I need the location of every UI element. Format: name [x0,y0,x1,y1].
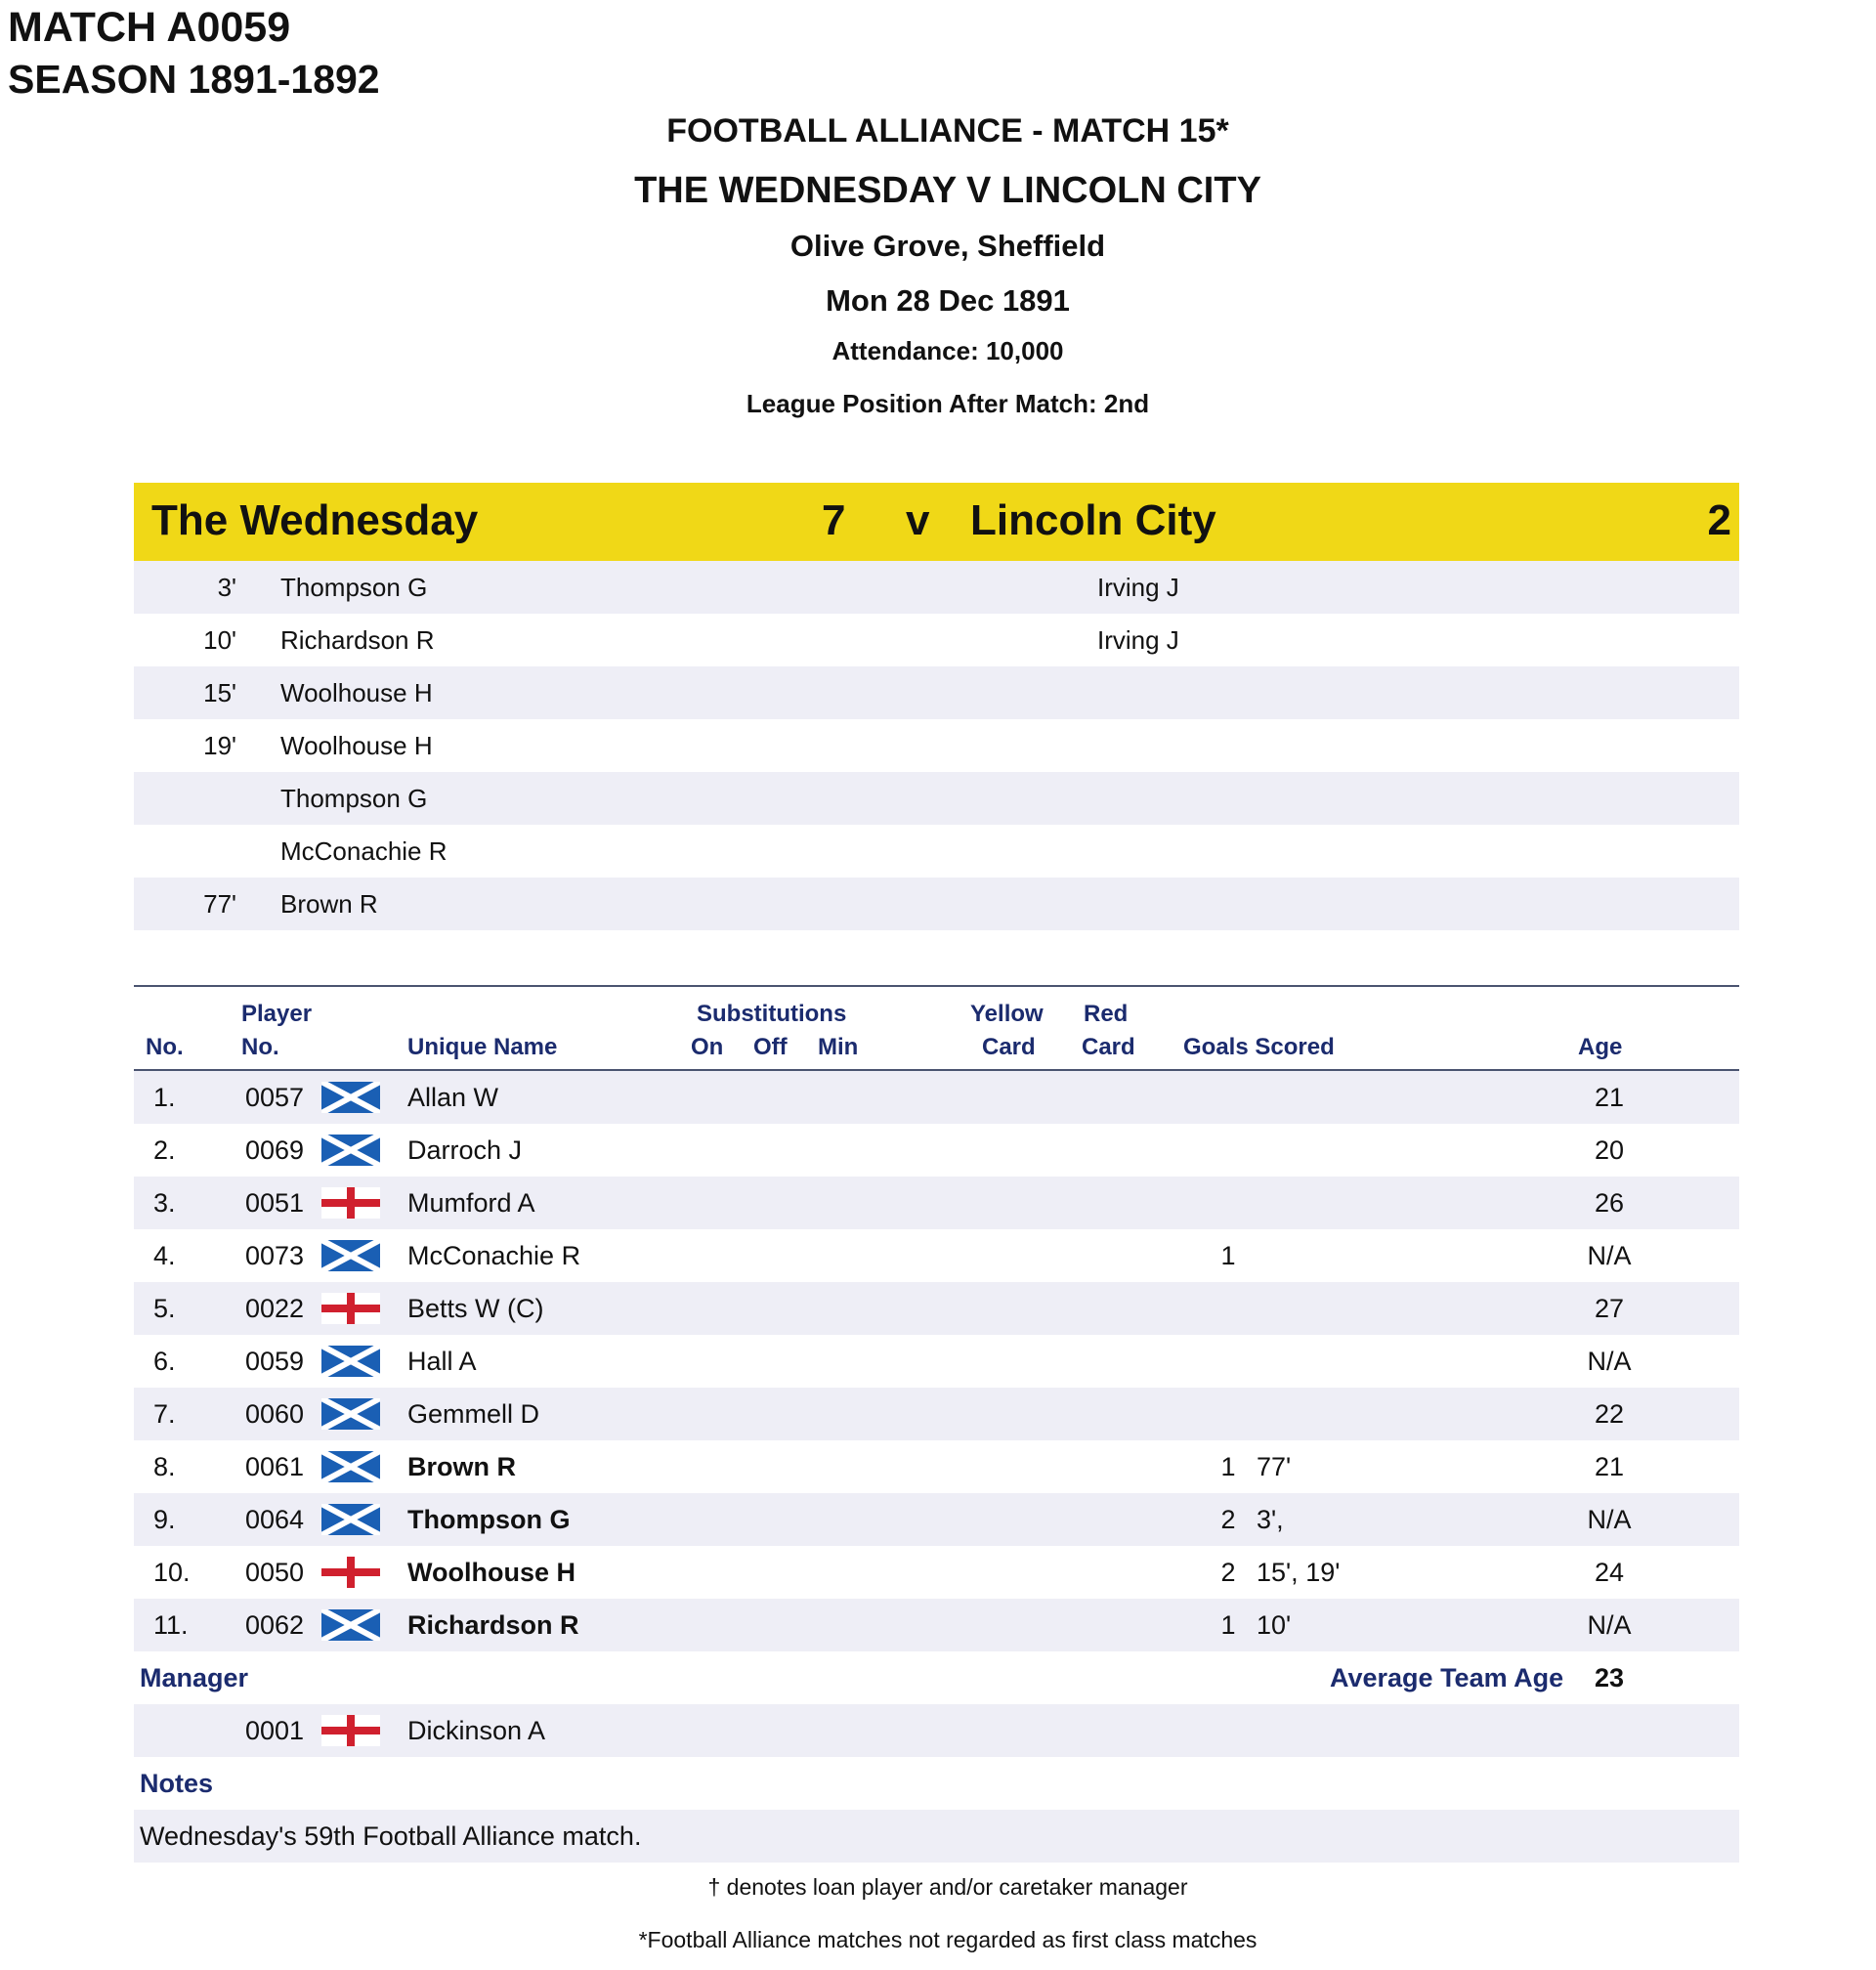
scotland-flag-icon [321,1135,380,1166]
manager-number: 0001 [245,1716,305,1745]
player-shirt-no: 8. [153,1452,176,1481]
player-number: 0062 [245,1610,305,1640]
header-yellow-card: Card [982,1034,1036,1060]
player-number: 0064 [245,1505,305,1534]
player-row [134,1388,1739,1440]
header-player-no: No. [241,1034,279,1060]
player-age: N/A [1587,1505,1632,1534]
player-goals: 1 [1220,1452,1236,1481]
away-scorer: Irving J [1097,625,1179,655]
home-team-name: The Wednesday [151,496,479,544]
player-age: 21 [1594,1083,1625,1112]
player-row [134,1229,1739,1282]
attendance: Attendance: 10,000 [831,336,1064,365]
player-shirt-no: 7. [153,1399,176,1429]
player-goals: 2 [1220,1558,1236,1587]
player-name: Hall A [407,1347,477,1376]
england-flag-icon [321,1557,380,1588]
player-name: Darroch J [407,1135,523,1165]
notes-header-row [134,1757,1739,1810]
footnote-loan: † denotes loan player and/or caretaker manager [707,1874,1188,1900]
england-flag-icon [321,1187,380,1219]
average-age-label: Average Team Age [1330,1663,1564,1692]
header-unique-name: Unique Name [407,1034,558,1060]
away-scorer: Irving J [1097,573,1179,602]
player-shirt-no: 5. [153,1294,176,1323]
player-goal-minutes: 15', 19' [1257,1558,1341,1587]
player-goal-minutes: 10' [1257,1610,1292,1640]
player-age: 24 [1594,1558,1625,1587]
player-age: 26 [1594,1188,1625,1218]
lineup-header [134,985,1739,1071]
player-age: 22 [1594,1399,1625,1429]
header-sub-on: On [691,1034,724,1060]
away-score: 2 [1707,496,1731,544]
goal-row [134,666,1739,719]
notes-text: Wednesday's 59th Football Alliance match. [140,1821,642,1851]
player-row [134,1071,1739,1124]
player-age: 27 [1594,1294,1625,1323]
league-position: League Position After Match: 2nd [746,389,1150,418]
player-age: 21 [1594,1452,1625,1481]
goal-minute: 10' [203,625,236,655]
competition-title: FOOTBALL ALLIANCE - MATCH 15* [666,112,1229,150]
player-number: 0073 [245,1241,305,1270]
player-name: Brown R [407,1452,516,1481]
header-yellow: Yellow [970,1001,1044,1027]
player-number: 0060 [245,1399,305,1429]
player-shirt-no: 11. [153,1610,189,1640]
goal-minute: 15' [203,678,236,707]
scotland-flag-icon [321,1346,380,1377]
away-team-name: Lincoln City [970,496,1216,544]
player-goal-minutes: 77' [1257,1452,1292,1481]
player-number: 0022 [245,1294,305,1323]
player-number: 0061 [245,1452,305,1481]
player-age: N/A [1587,1610,1632,1640]
goal-row [134,825,1739,878]
header-no: No. [146,1034,184,1060]
player-row [134,1124,1739,1177]
manager-label: Manager [140,1663,249,1692]
score-bar [134,483,1739,561]
notes-row [134,1810,1739,1863]
player-row [134,1599,1739,1651]
player-age: N/A [1587,1241,1632,1270]
manager-row [134,1704,1739,1757]
header-red: Red [1084,1001,1129,1027]
player-number: 0051 [245,1188,305,1218]
header-sub-off: Off [753,1034,788,1060]
home-scorer: Woolhouse H [280,678,433,707]
player-shirt-no: 9. [153,1505,176,1534]
player-number: 0057 [245,1083,305,1112]
player-name: Betts W (C) [407,1294,544,1323]
player-name: McConachie R [407,1241,581,1270]
scotland-flag-icon [321,1609,380,1641]
notes-label: Notes [140,1769,214,1798]
player-name: Mumford A [407,1188,535,1218]
fixture-title: THE WEDNESDAY V LINCOLN CITY [634,170,1261,211]
player-shirt-no: 6. [153,1347,176,1376]
player-shirt-no: 10. [153,1558,191,1587]
player-name: Thompson G [407,1505,571,1534]
player-goals: 1 [1220,1610,1236,1640]
lineup-table [134,1071,1739,1863]
match-id: MATCH A0059 [8,4,291,51]
header-goals-scored: Goals Scored [1183,1034,1335,1060]
scotland-flag-icon [321,1398,380,1430]
home-scorer: Woolhouse H [280,731,433,760]
home-scorer: Thompson G [280,784,428,813]
goal-row [134,719,1739,772]
england-flag-icon [321,1715,380,1746]
player-row [134,1335,1739,1388]
home-scorer: Brown R [280,889,378,919]
player-row [134,1493,1739,1546]
manager-header-row [134,1651,1739,1704]
scotland-flag-icon [321,1240,380,1271]
home-scorer: McConachie R [280,836,448,866]
player-goals: 2 [1220,1505,1236,1534]
header-red-card: Card [1082,1034,1135,1060]
average-age-value: 23 [1594,1663,1625,1692]
player-shirt-no: 4. [153,1241,176,1270]
home-scorer: Richardson R [280,625,435,655]
home-scorer: Thompson G [280,573,428,602]
player-name: Gemmell D [407,1399,540,1429]
scotland-flag-icon [321,1504,380,1535]
player-shirt-no: 1. [153,1083,176,1112]
player-age: 20 [1594,1135,1625,1165]
footnote-alliance: *Football Alliance matches not regarded as first class matches [638,1927,1258,1952]
venue: Olive Grove, Sheffield [789,229,1106,263]
player-age: N/A [1587,1347,1632,1376]
player-goal-minutes: 3', [1257,1505,1284,1534]
player-shirt-no: 2. [153,1135,176,1165]
header-sub-min: Min [818,1034,859,1060]
player-number: 0069 [245,1135,305,1165]
goal-scorers-table [134,561,1739,930]
player-shirt-no: 3. [153,1188,176,1218]
goal-row [134,614,1739,666]
player-goals: 1 [1220,1241,1236,1270]
header-substitutions: Substitutions [697,1001,847,1027]
goal-minute: 3' [217,573,236,602]
match-date: Mon 28 Dec 1891 [826,283,1070,318]
player-row [134,1440,1739,1493]
england-flag-icon [321,1293,380,1324]
player-name: Richardson R [407,1610,579,1640]
goal-row [134,772,1739,825]
goal-minute: 19' [203,731,236,760]
player-number: 0059 [245,1347,305,1376]
goal-row [134,561,1739,614]
season: SEASON 1891-1892 [8,57,380,102]
goal-row [134,878,1739,930]
header-player: Player [241,1001,313,1027]
goal-minute: 77' [203,889,236,919]
player-name: Woolhouse H [407,1558,576,1587]
player-row [134,1282,1739,1335]
home-score: 7 [822,496,846,544]
header-age: Age [1578,1034,1623,1060]
scotland-flag-icon [321,1451,380,1482]
versus-label: v [906,496,930,544]
player-number: 0050 [245,1558,305,1587]
player-name: Allan W [407,1083,499,1112]
player-row [134,1546,1739,1599]
player-row [134,1177,1739,1229]
scotland-flag-icon [321,1082,380,1113]
manager-name: Dickinson A [407,1716,546,1745]
